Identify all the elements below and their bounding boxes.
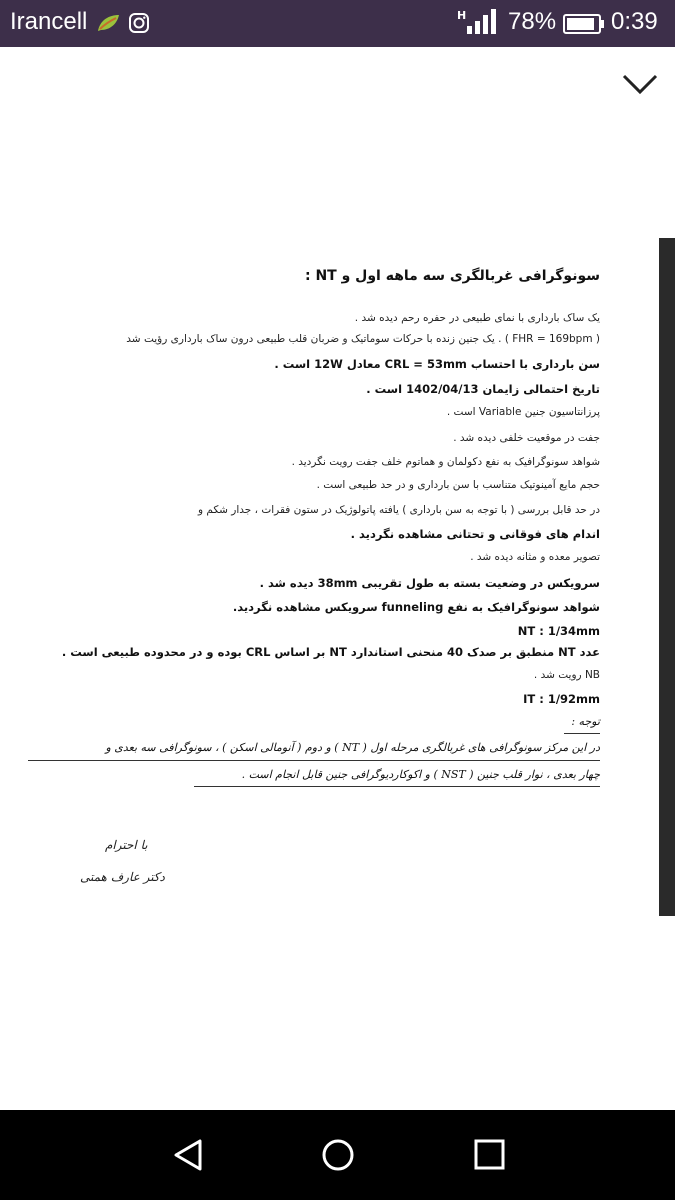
home-icon[interactable] [320,1137,356,1177]
network-type-label: H [457,9,467,22]
report-line: عدد NT منطبق بر صدک 40 منحنی استاندارد NT بر اساس CRL بوده و در محدوده طبیعی است . [61,645,600,659]
report-line: تصویر معده و مثانه دیده شد . [470,551,600,563]
status-bar [0,0,675,47]
back-icon[interactable] [170,1137,206,1177]
report-line: شواهد سونوگرافیک به نفع funneling سرویکس مشاهده نگردید. [232,600,600,614]
battery-percent: 78% [508,8,557,35]
report-line: سن بارداری با احتساب CRL = 53mm معادل 12W است . [274,357,600,371]
note-line: چهار بعدی ، نوار قلب جنین ( NST ) و اکوکاردیوگرافی جنین قابل انجام است . [241,768,600,781]
recent-apps-icon[interactable] [472,1137,508,1177]
report-line: شواهد سونوگرافیک به نفع دکولمان و هماتوم خلف جفت رویت نگردید . [291,456,600,468]
signal-icon [457,8,497,42]
note-line-underline [28,760,600,761]
battery-icon [563,13,605,39]
report-line: یک ساک بارداری با نمای طبیعی در حفره رحم دیده شد . [354,312,600,324]
note-line-underline [194,786,600,787]
report-line: حجم مایع آمینوتیک متناسب با سن بارداری و در حد طبیعی است . [316,479,600,491]
document-title: سونوگرافی غربالگری سه ماهه اول و NT : [304,268,600,284]
report-line: NB رویت شد . [533,669,600,681]
carrier-name: Irancell [10,8,88,35]
note-label-underline [564,733,600,734]
report-line: ( FHR = 169bpm ) . یک جنین زنده با حرکات سوماتیک و ضربان قلب طبیعی درون ساک بارداری رؤیت شد [126,333,600,345]
report-line: اندام های فوقانی و تحتانی مشاهده نگردید . [350,527,600,541]
document-edge [659,238,675,916]
chevron-down-icon[interactable] [620,70,660,98]
closing-text: با احترام [105,838,148,852]
report-line: تاریخ احتمالی زایمان 1402/04/13 است . [366,382,600,396]
report-line: پرزانتاسیون جنین Variable است . [446,406,600,418]
signature-name: دکتر عارف همتی [80,870,165,884]
report-line: NT : 1/34mm [517,624,600,638]
report-line: در حد قابل بررسی ( با توجه به سن بارداری ) یافته پاتولوژیک در ستون فقرات ، جدار شکم و [197,504,600,516]
instagram-icon [128,12,150,38]
report-line: IT : 1/92mm [523,692,600,706]
clock: 0:39 [611,8,658,35]
note-label: توجه : [571,715,600,728]
report-line: سرویکس در وضعیت بسته به طول تقریبی 38mm دیده شد . [259,576,600,590]
report-line: جفت در موقعیت خلفی دیده شد . [453,432,600,444]
navigation-bar [0,1110,675,1200]
note-line: در این مرکز سونوگرافی های غربالگری مرحله اول ( NT ) و دوم ( آنومالی اسکن ) ، سونوگرافی سه بعدی و [105,741,600,754]
leaf-icon [95,12,121,38]
